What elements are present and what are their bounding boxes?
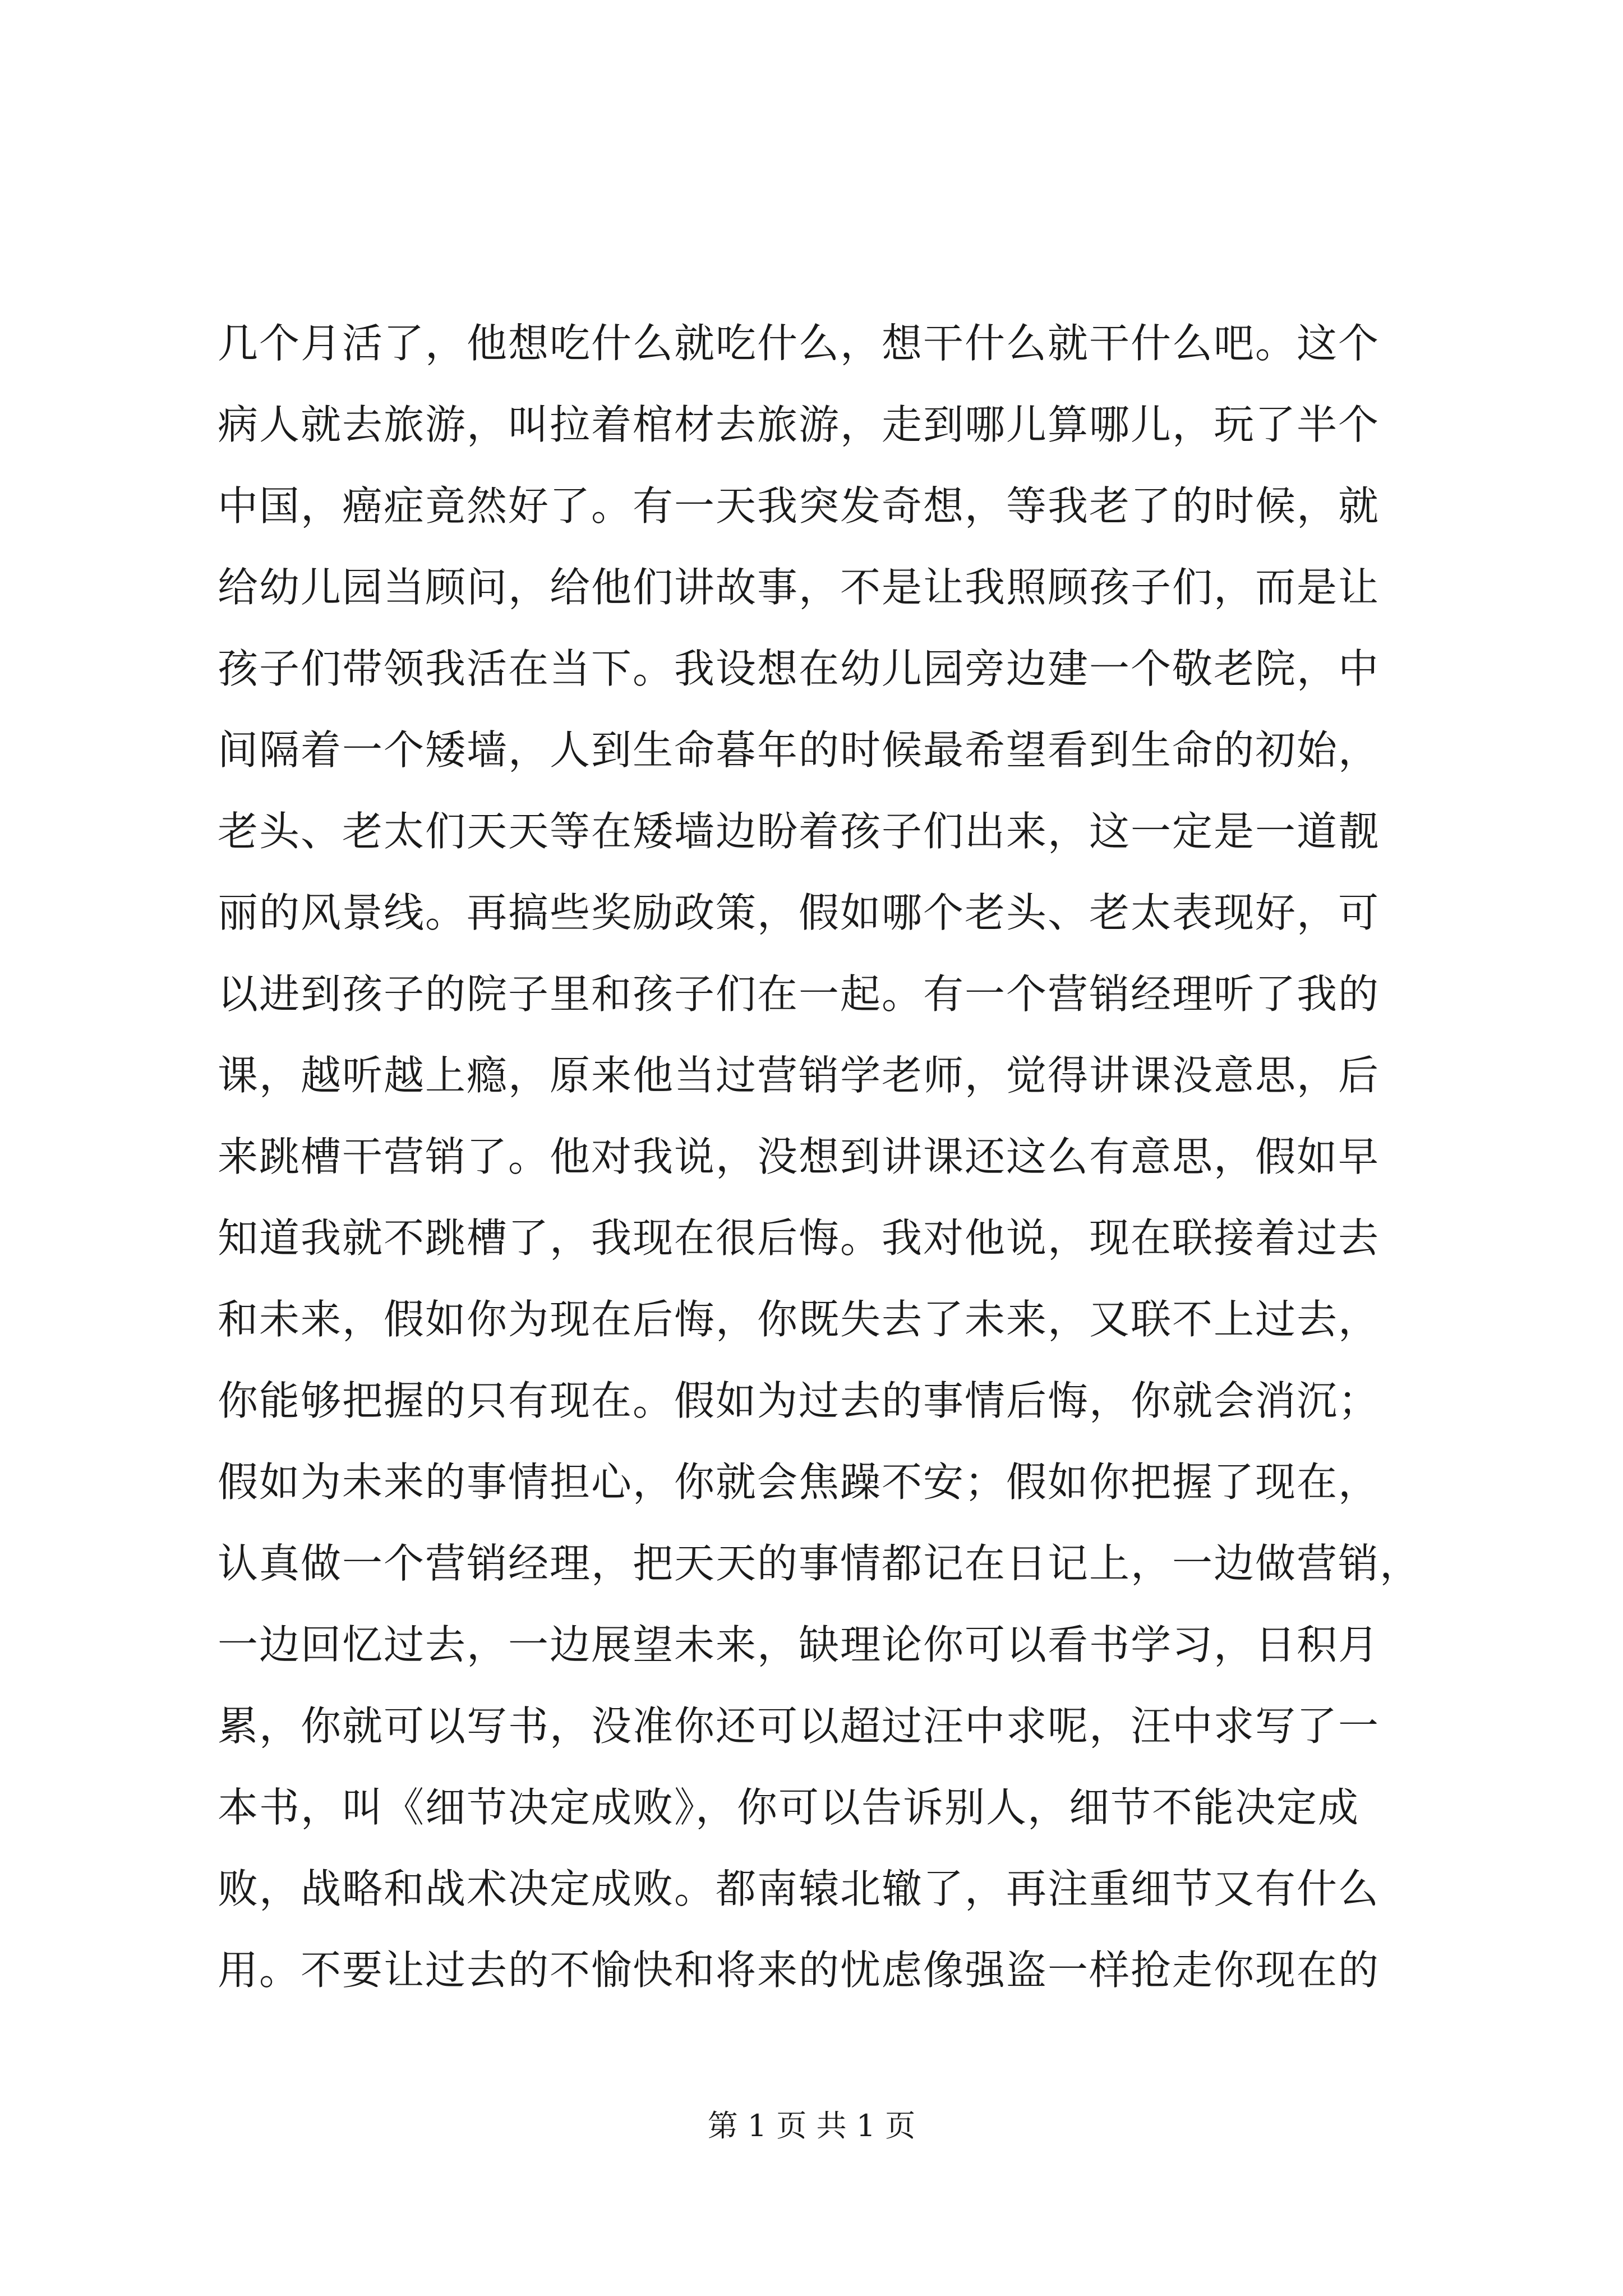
text-line: 病人就去旅游，叫拉着棺材去旅游，走到哪儿算哪儿，玩了半个 (218, 401, 1380, 448)
text-line: 累，你就可以写书，没准你还可以超过汪中求呢，汪中求写了一 (218, 1703, 1380, 1750)
text-line: 以进到孩子的院子里和孩子们在一起。有一个营销经理听了我的 (218, 970, 1380, 1018)
text-line: 本书，叫《细节决定成败》，你可以告诉别人，细节不能决定成 (218, 1784, 1360, 1831)
text-line: 间隔着一个矮墙，人到生命暮年的时候最希望看到生命的初始， (218, 726, 1380, 774)
text-line: 假如为未来的事情担心，你就会焦躁不安；假如你把握了现在， (218, 1458, 1380, 1506)
text-line: 孩子们带领我活在当下。我设想在幼儿园旁边建一个敬老院，中 (218, 645, 1380, 692)
text-line: 知道我就不跳槽了，我现在很后悔。我对他说，现在联接着过去 (218, 1214, 1380, 1262)
text-line: 中国，癌症竟然好了。有一天我突发奇想，等我老了的时候，就 (218, 482, 1380, 530)
text-line: 来跳槽干营销了。他对我说，没想到讲课还这么有意思，假如早 (218, 1133, 1380, 1180)
text-line: 丽的风景线。再搞些奖励政策，假如哪个老头、老太表现好，可 (218, 889, 1380, 936)
page-footer: 第 1 页 共 1 页 (707, 2108, 916, 2143)
text-line: 和未来，假如你为现在后悔，你既失去了未来，又联不上过去， (218, 1296, 1380, 1343)
text-line: 你能够把握的只有现在。假如为过去的事情后悔，你就会消沉； (218, 1377, 1380, 1424)
text-line: 败，战略和战术决定成败。都南辕北辙了，再注重细节又有什么 (218, 1865, 1380, 1912)
text-line: 课，越听越上瘾，原来他当过营销学老师，觉得讲课没意思，后 (218, 1052, 1380, 1099)
text-line: 一边回忆过去，一边展望未来，缺理论你可以看书学习，日积月 (218, 1621, 1380, 1668)
text-line: 给幼儿园当顾问，给他们讲故事，不是让我照顾孩子们，而是让 (218, 564, 1380, 611)
text-line: 用。不要让过去的不愉快和将来的忧虑像强盗一样抢走你现在的 (218, 1947, 1380, 1994)
text-line: 几个月活了，他想吃什么就吃什么，想干什么就干什么吧。这个 (218, 320, 1380, 367)
body-text (218, 303, 1423, 2011)
text-line: 认真做一个营销经理，把天天的事情都记在日记上，一边做营销， (218, 1540, 1422, 1587)
text-line: 老头、老太们天天等在矮墙边盼着孩子们出来，这一定是一道靓 (218, 808, 1380, 855)
